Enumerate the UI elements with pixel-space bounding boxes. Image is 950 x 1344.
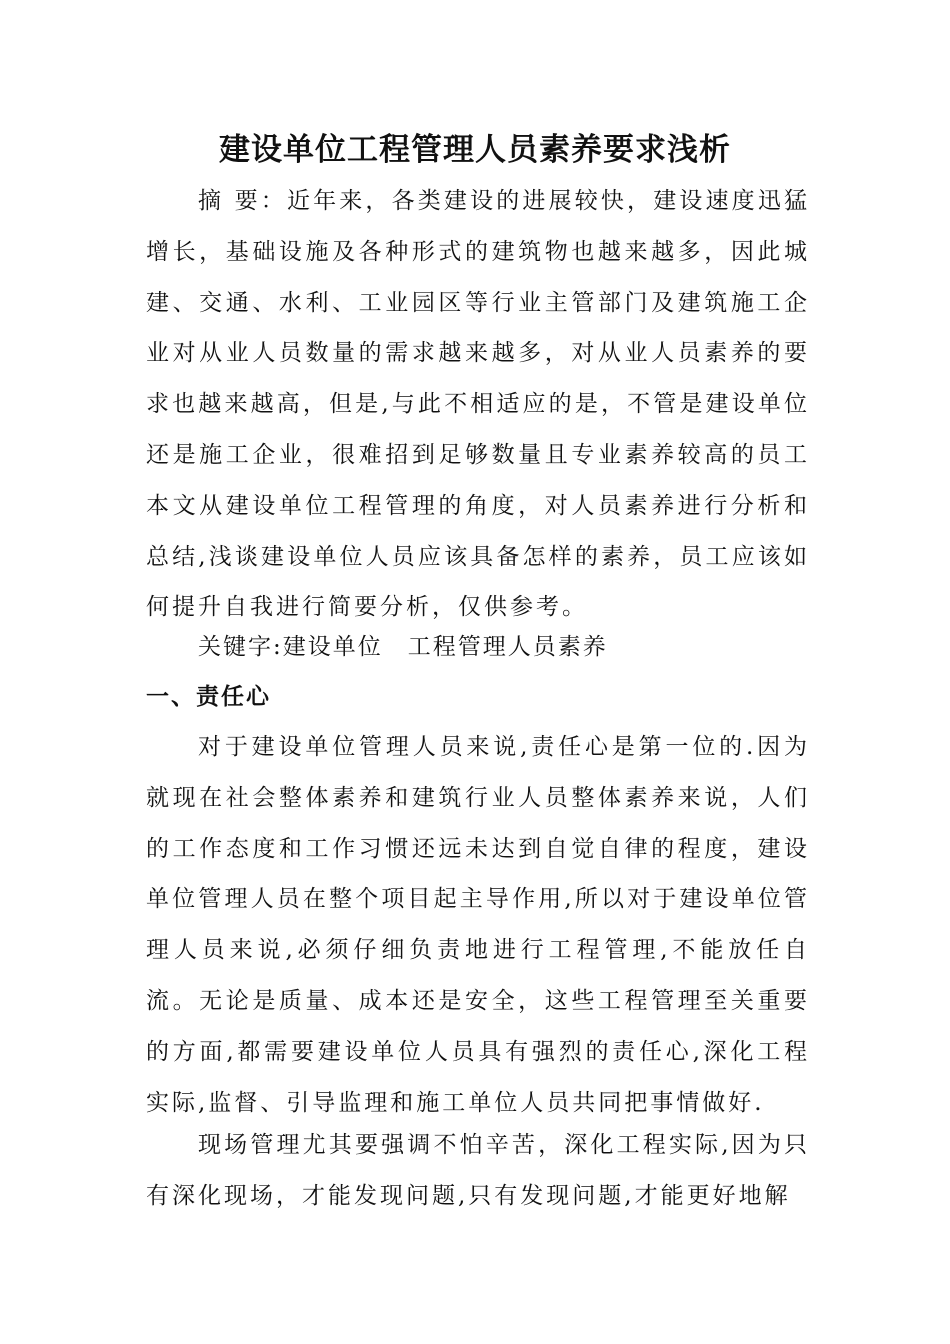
section-heading-responsibility: 一、责任心 [146, 684, 271, 710]
body-paragraph-1: 对于建设单位管理人员来说,责任心是第一位的.因为就现在社会整体素养和建筑行业人员整体素养来说，人们的工作态度和工作习惯还远未达到自觉自律的程度，建设单位管理人员在整个项目起主导作用,所以对于建设单位管理人员来说,必须仔细负责地进行工程管理,不能放任自流。无论是质量、成本还是安全，这些工程管理至关重要的方面,都需要建设单位人员具有强烈的责任心,深化工程实际,监督、引导监理和施工单位人员共同把事情做好. [146, 734, 810, 1116]
abstract-paragraph: 摘 要：近年来，各类建设的进展较快，建设速度迅猛增长，基础设施及各种形式的建筑物也越来越多，因此城建、交通、水利、工业园区等行业主管部门及建筑施工企业对从业人员数量的需求越来越多，对从业人员素养的要求也越来越高，但是,与此不相适应的是，不管是建设单位还是施工企业，很难招到足够数量且专业素养较高的员工本文从建设单位工程管理的角度，对人员素养进行分析和总结,浅谈建设单位人员应该具备怎样的素养，员工应该如何提升自我进行简要分析，仅供参考。 [146, 188, 810, 621]
body-paragraph-2: 现场管理尤其要强调不怕辛苦，深化工程实际,因为只有深化现场，才能发现问题,只有发现问题,才能更好地解 [146, 1132, 810, 1209]
keywords-line: 关键字:建设单位 工程管理人员素养 [198, 634, 608, 660]
document-title: 建设单位工程管理人员素养要求浅析 [219, 132, 731, 168]
